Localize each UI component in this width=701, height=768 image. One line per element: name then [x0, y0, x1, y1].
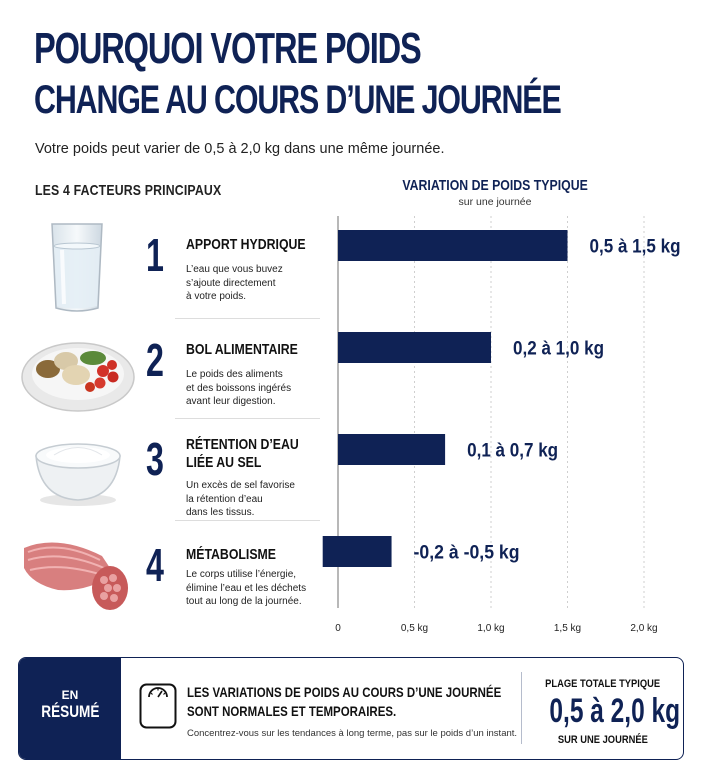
- factor-number: 4: [146, 539, 164, 591]
- chart-heading: [370, 177, 620, 208]
- bar: [338, 434, 445, 465]
- scale-icon: [139, 683, 177, 729]
- summary-box: [18, 657, 684, 760]
- bar-value-label: -0,2 à -0,5 kg: [413, 542, 520, 564]
- factors-heading: LES 4 FACTEURS PRINCIPAUX: [35, 182, 222, 199]
- divider: [175, 318, 320, 319]
- bar: [338, 332, 491, 363]
- x-tick-label: 0: [335, 623, 341, 634]
- divider: [175, 520, 320, 521]
- summary-tag: [19, 658, 121, 759]
- factor-number: 2: [146, 334, 164, 386]
- page-title-line2: CHANGE AU COURS D’UNE JOURNÉE: [34, 78, 561, 122]
- divider: [175, 418, 320, 419]
- page-subtitle: Votre poids peut varier de 0,5 à 2,0 kg dans une même journée.: [35, 141, 445, 157]
- factor-description: Un excès de sel favorise la rétention d’eau dans les tissus.: [186, 480, 295, 518]
- factor-number: 3: [146, 433, 164, 485]
- factor-name: APPORT HYDRIQUE: [186, 236, 306, 253]
- bar-value-label: 0,1 à 0,7 kg: [467, 440, 559, 462]
- summary-note: Concentrez-vous sur les tendances à long terme, pas sur le poids d’un instant.: [187, 728, 518, 739]
- x-tick-label: 2,0 kg: [630, 623, 658, 634]
- factor-item-4: [18, 530, 328, 630]
- range-box: [524, 674, 682, 748]
- factor-item-2: [18, 325, 328, 425]
- food-plate-icon: [18, 325, 136, 421]
- x-tick-label: 1,5 kg: [553, 623, 582, 634]
- salt-bowl-icon: [18, 420, 136, 516]
- factor-item-1: [18, 220, 328, 320]
- factor-description: Le corps utilise l’énergie, élimine l’eau et les déchets tout au long de la journée.: [186, 569, 307, 607]
- bar: [323, 536, 392, 567]
- factor-description: Le poids des aliments et des boissons ingérés avant leur digestion.: [186, 369, 292, 407]
- muscle-icon: [18, 530, 136, 626]
- factor-name: MÉTABOLISME: [186, 546, 276, 563]
- factor-name-line2: LIÉE AU SEL: [186, 454, 262, 471]
- x-tick-label: 1,0 kg: [477, 623, 505, 634]
- summary-tag-line2: RÉSUMÉ: [40, 702, 100, 721]
- summary-main-line2: SONT NORMALES ET TEMPORAIRES.: [187, 703, 397, 719]
- bar: [338, 230, 568, 261]
- factor-item-3: [18, 420, 328, 520]
- factor-name: BOL ALIMENTAIRE: [186, 341, 298, 358]
- chart-subtitle: sur une journée: [458, 196, 532, 208]
- bar-value-label: 0,2 à 1,0 kg: [513, 338, 604, 360]
- divider: [521, 672, 522, 744]
- summary-main-line1: LES VARIATIONS DE POIDS AU COURS D’UNE JOURNÉE: [187, 684, 502, 700]
- weight-variation-chart: [300, 210, 700, 640]
- chart-title: VARIATION DE POIDS TYPIQUE: [402, 177, 588, 194]
- page-title-line1: POURQUOI VOTRE POIDS: [34, 24, 421, 73]
- water-glass-icon: [18, 220, 136, 316]
- range-sub: SUR UNE JOURNÉE: [558, 734, 648, 746]
- factor-number: 1: [146, 229, 164, 281]
- summary-main-text: [187, 683, 501, 721]
- summary-tag-line1: EN: [61, 688, 79, 702]
- range-value: 0,5 à 2,0 kg: [549, 692, 681, 730]
- range-label: PLAGE TOTALE TYPIQUE: [545, 678, 661, 690]
- bar-value-label: 0,5 à 1,5 kg: [589, 236, 681, 258]
- x-tick-label: 0,5 kg: [400, 623, 429, 634]
- factor-name-line1: RÉTENTION D’EAU: [186, 436, 299, 453]
- factor-description: L’eau que vous buvez s’ajoute directement à votre poids.: [186, 264, 283, 302]
